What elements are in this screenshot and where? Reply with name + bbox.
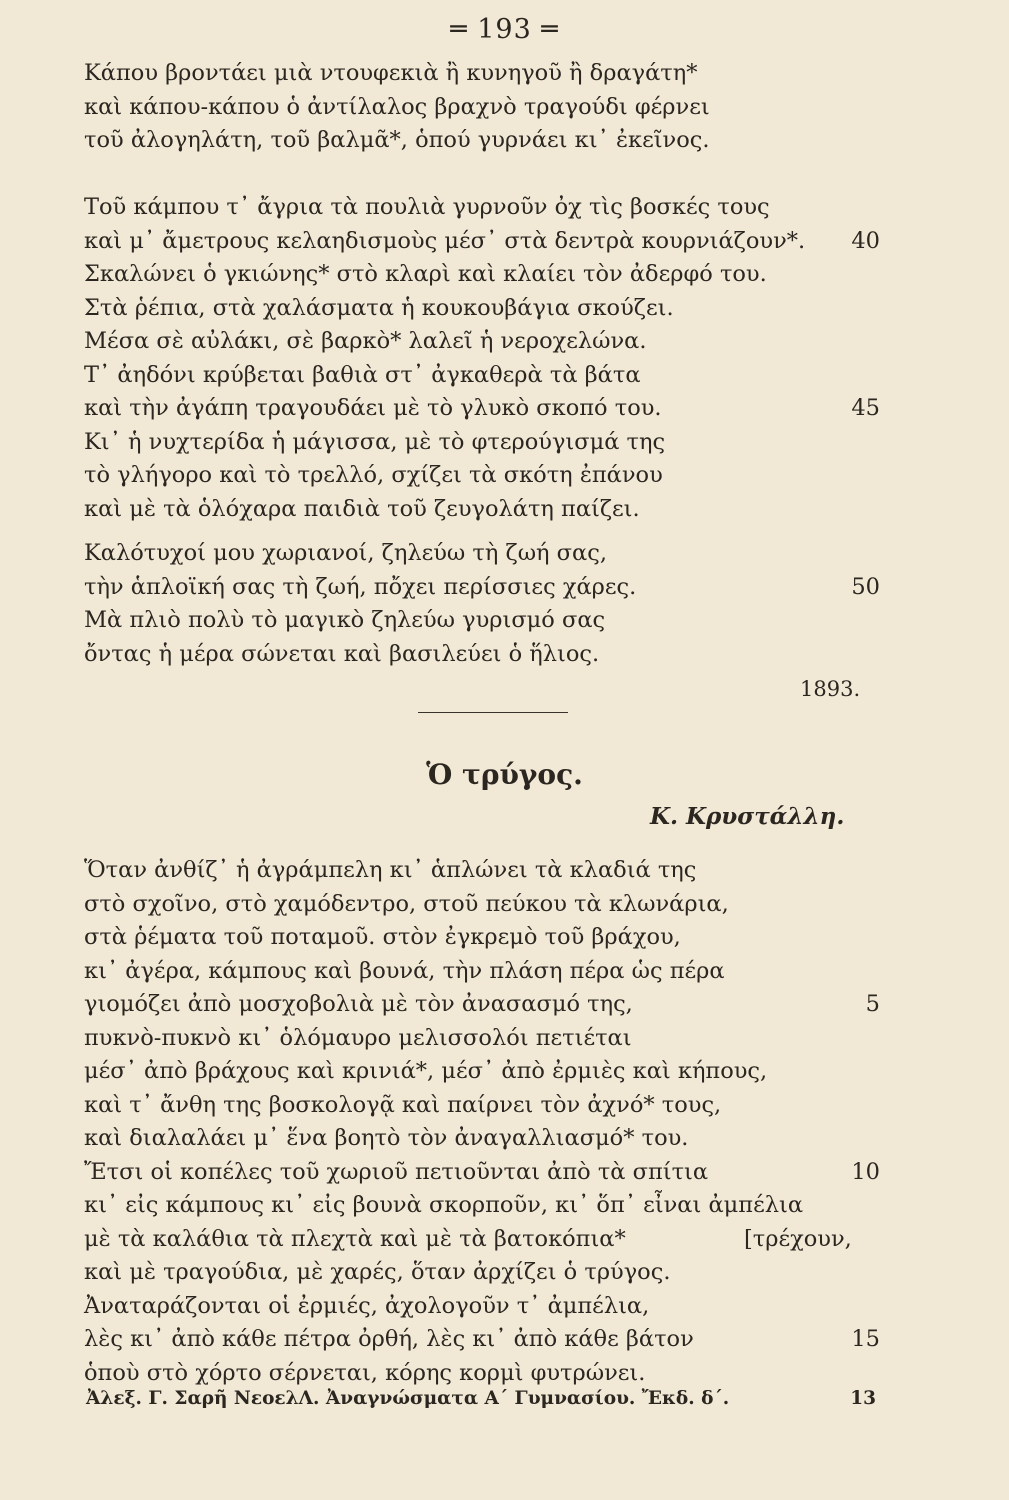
line-text: Ὅταν ἀνθίζ᾿ ἡ ἀγράμπελη κι᾿ ἁπλώνει τὰ κλαδιά της xyxy=(84,857,697,883)
line-number: 40 xyxy=(851,227,880,254)
stanza-4 xyxy=(84,854,884,1390)
line-text: Μέσα σὲ αὐλάκι, σὲ βαρκὸ* λαλεῖ ἡ νεροχελώνα. xyxy=(84,328,647,354)
poem-line xyxy=(84,1055,884,1089)
poem-line xyxy=(84,1089,884,1123)
line-number: 50 xyxy=(851,573,880,600)
poem-line xyxy=(84,921,884,955)
line-number: 45 xyxy=(851,395,880,421)
page-footer xyxy=(86,1388,876,1409)
page-number: ═ 193 ═ xyxy=(450,14,559,45)
poem-line xyxy=(84,359,884,393)
poem-line xyxy=(84,426,884,460)
section-divider xyxy=(418,712,568,713)
poem-line xyxy=(84,1156,884,1190)
poem-line xyxy=(84,604,884,638)
line-text: Στὰ ῥέπια, στὰ χαλάσματα ἡ κουκουβάγια σκούζει. xyxy=(84,294,674,321)
poem-line xyxy=(84,1189,884,1223)
line-text: καὶ τ᾿ ἄνθη της βοσκολογᾷ καὶ παίρνει τὸν ἀχνό* τους, xyxy=(84,1091,722,1118)
poem-line xyxy=(84,1022,884,1056)
poem-line xyxy=(84,638,884,672)
poem-line xyxy=(84,571,884,605)
poem-title: Ὁ τρύγος. xyxy=(426,758,583,791)
poem-line xyxy=(84,1223,884,1257)
line-text: καὶ μ᾿ ἄμετρους κελαηδισμοὺς μέσ᾿ στὰ δεντρὰ κουρνιάζουν*. xyxy=(84,227,806,254)
poem-line xyxy=(84,1256,884,1290)
poem-year: 1893. xyxy=(800,677,861,701)
line-number: 15 xyxy=(851,1326,880,1352)
line-text: στὸ σχοῖνο, στὸ χαμόδεντρο, στοῦ πεύκου τὰ κλωνάρια, xyxy=(84,890,729,917)
line-continuation: [τρέχουν, xyxy=(744,1225,852,1252)
line-text: μέσ᾿ ἀπὸ βράχους καὶ κρινιά*, μέσ᾿ ἀπὸ ἐρμιὲς καὶ κήπους, xyxy=(84,1058,768,1084)
signature-mark: 13 xyxy=(850,1388,876,1409)
line-text: πυκνὸ-πυκνὸ κι᾿ ὁλόμαυρο μελισσολόι πετιέται xyxy=(84,1024,632,1051)
line-number: 10 xyxy=(851,1158,880,1185)
line-text: Ἔτσι οἱ κοπέλες τοῦ χωριοῦ πετιοῦνται ἀπὸ τὰ σπίτια xyxy=(84,1158,709,1185)
poem-line xyxy=(84,57,884,91)
poem-line xyxy=(84,392,884,426)
line-text: καὶ τὴν ἀγάπη τραγουδάει μὲ τὸ γλυκὸ σκοπό του. xyxy=(84,395,662,421)
line-text: τὸ γλήγορο καὶ τὸ τρελλό, σχίζει τὰ σκότη ἐπάνου xyxy=(84,462,663,488)
poem-line xyxy=(84,493,884,527)
poem-author: Κ. Κρυστάλλη. xyxy=(650,803,845,830)
poem-line xyxy=(84,459,884,493)
poem-line xyxy=(84,888,884,922)
line-text: γιομόζει ἀπὸ μοσχοβολιὰ μὲ τὸν ἀνασασμό της, xyxy=(84,991,633,1017)
stanza-2 xyxy=(84,191,884,526)
line-text: Σκαλώνει ὁ γκιώνης* στὸ κλαρὶ καὶ κλαίει τὸν ἀδερφό του. xyxy=(84,261,767,287)
poem-line xyxy=(84,854,884,888)
line-text: καὶ μὲ τὰ ὁλόχαρα παιδιὰ τοῦ ζευγολάτη παίζει. xyxy=(84,495,640,522)
line-text: καὶ κάπου-κάπου ὁ ἀντίλαλος βραχνὸ τραγούδι φέρνει xyxy=(84,93,710,120)
poem-line xyxy=(84,91,884,125)
line-text: Ἀναταράζονται οἱ ἐρμιές, ἀχολογοῦν τ᾿ ἀμπέλια, xyxy=(84,1292,650,1319)
poem-line xyxy=(84,325,884,359)
stanza-3 xyxy=(84,537,884,671)
line-text: τοῦ ἀλογηλάτη, τοῦ βαλμᾶ*, ὁπού γυρνάει κι᾿ ἐκεῖνος. xyxy=(84,127,710,153)
footer-text: Ἀλεξ. Γ. Σαρῆ ΝεοελΛ. Ἀναγνώσματα Α΄ Γυμνασίου. Ἔκδ. δ΄. xyxy=(86,1388,730,1409)
line-text: Κι᾿ ἡ νυχτερίδα ἡ μάγισσα, μὲ τὸ φτερούγισμά της xyxy=(84,428,666,455)
line-text: Καλότυχοί μου χωριανοί, ζηλεύω τὴ ζωή σας, xyxy=(84,540,607,566)
line-text: ὄντας ἡ μέρα σώνεται καὶ βασιλεύει ὁ ἥλιος. xyxy=(84,640,600,667)
line-text: μὲ τὰ καλάθια τὰ πλεχτὰ καὶ μὲ τὰ βατοκόπια* xyxy=(84,1225,626,1252)
poem-line xyxy=(84,225,884,259)
line-text: τὴν ἁπλοϊκή σας τὴ ζωή, πὄχει περίσσιες χάρες. xyxy=(84,573,637,600)
poem-line xyxy=(84,292,884,326)
line-text: Μὰ πλιὸ πολὺ τὸ μαγικὸ ζηλεύω γυρισμό σας xyxy=(84,607,606,633)
line-text: κι᾿ ἀγέρα, κάμπους καὶ βουνά, τὴν πλάση πέρα ὡς πέρα xyxy=(84,957,725,984)
line-text: Τοῦ κάμπου τ᾿ ἄγρια τὰ πουλιὰ γυρνοῦν ὀχ τὶς βοσκές τους xyxy=(84,194,770,220)
poem-line xyxy=(84,537,884,571)
line-text: καὶ μὲ τραγούδια, μὲ χαρές, ὅταν ἀρχίζει ὁ τρύγος. xyxy=(84,1259,671,1285)
poem-line xyxy=(84,1122,884,1156)
poem-line xyxy=(84,124,884,158)
poem-line xyxy=(84,258,884,292)
poem-line xyxy=(84,1323,884,1357)
poem-line xyxy=(84,988,884,1022)
stanza-1 xyxy=(84,57,884,158)
poem-line xyxy=(84,191,884,225)
poem-line xyxy=(84,955,884,989)
line-number: 5 xyxy=(865,991,880,1017)
line-text: λὲς κι᾿ ἀπὸ κάθε πέτρα ὀρθή, λὲς κι᾿ ἀπὸ κάθε βάτον xyxy=(84,1326,694,1352)
poem-line xyxy=(84,1357,884,1391)
line-text: στὰ ῥέματα τοῦ ποταμοῦ. στὸν ἐγκρεμὸ τοῦ βράχου, xyxy=(84,924,681,950)
line-text: Κάπου βροντάει μιὰ ντουφεκιὰ ἢ κυνηγοῦ ἢ δραγάτη* xyxy=(84,60,698,86)
line-text: καὶ διαλαλάει μ᾿ ἕνα βοητὸ τὸν ἀναγαλλιασμό* του. xyxy=(84,1125,689,1151)
line-text: κι᾿ εἰς κάμπους κι᾿ εἰς βουνὰ σκορποῦν, κι᾿ ὅπ᾿ εἶναι ἀμπέλια xyxy=(84,1192,804,1218)
line-text: Τ᾿ ἀηδόνι κρύβεται βαθιὰ στ᾿ ἀγκαθερὰ τὰ βάτα xyxy=(84,361,641,388)
line-text: ὁποὺ στὸ χόρτο σέρνεται, κόρης κορμὶ φυτρώνει. xyxy=(84,1359,646,1386)
poem-line xyxy=(84,1290,884,1324)
